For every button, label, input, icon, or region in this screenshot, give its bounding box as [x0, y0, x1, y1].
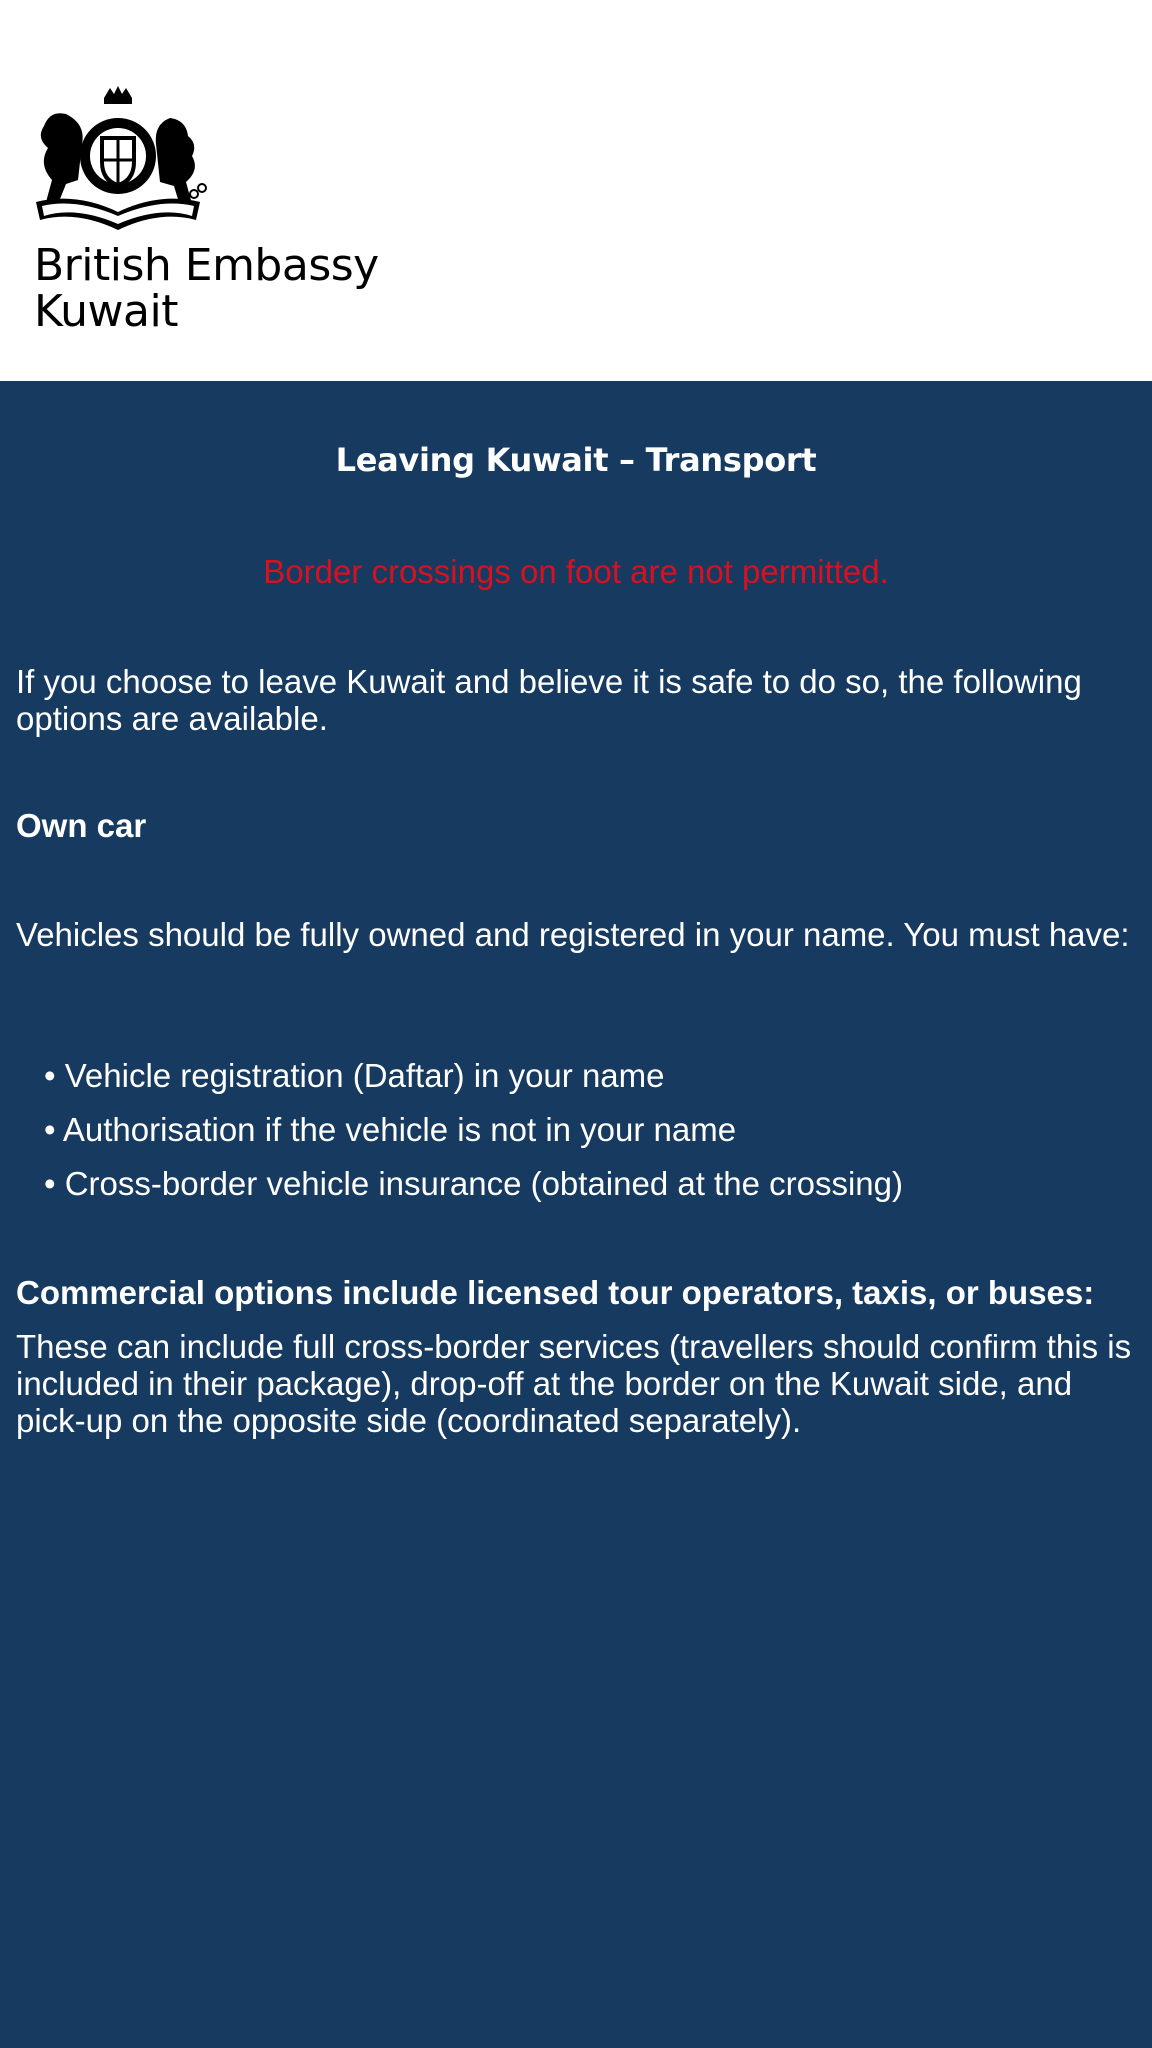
embassy-name-line2: Kuwait	[34, 286, 178, 337]
requirements-list	[44, 1056, 903, 1218]
embassy-name	[34, 240, 379, 337]
commercial-text: These can include full cross-border services (travellers should confirm this is included in their package), drop-off at the border on the Kuwait side, and pick-up on the opposite side (coordinated separately).	[16, 1328, 1132, 1439]
main-content	[0, 381, 1152, 2048]
page-title: Leaving Kuwait – Transport	[335, 441, 817, 479]
own-car-text: Vehicles should be fully owned and registered in your name. You must have:	[16, 916, 1130, 953]
warning-text: Border crossings on foot are not permitted.	[263, 553, 889, 590]
list-item: • Authorisation if the vehicle is not in your name	[44, 1111, 737, 1148]
own-car-heading: Own car	[16, 807, 147, 844]
commercial-heading: Commercial options include licensed tour operators, taxis, or buses:	[16, 1274, 1095, 1311]
header	[0, 0, 1152, 381]
embassy-name-line1: British Embassy	[34, 240, 379, 291]
list-item: • Vehicle registration (Daftar) in your name	[44, 1057, 665, 1094]
list-item: • Cross-border vehicle insurance (obtained at the crossing)	[44, 1165, 903, 1202]
royal-coat-of-arms-icon	[26, 84, 210, 234]
intro-paragraph: If you choose to leave Kuwait and believe it is safe to do so, the following options are available.	[16, 663, 1082, 737]
